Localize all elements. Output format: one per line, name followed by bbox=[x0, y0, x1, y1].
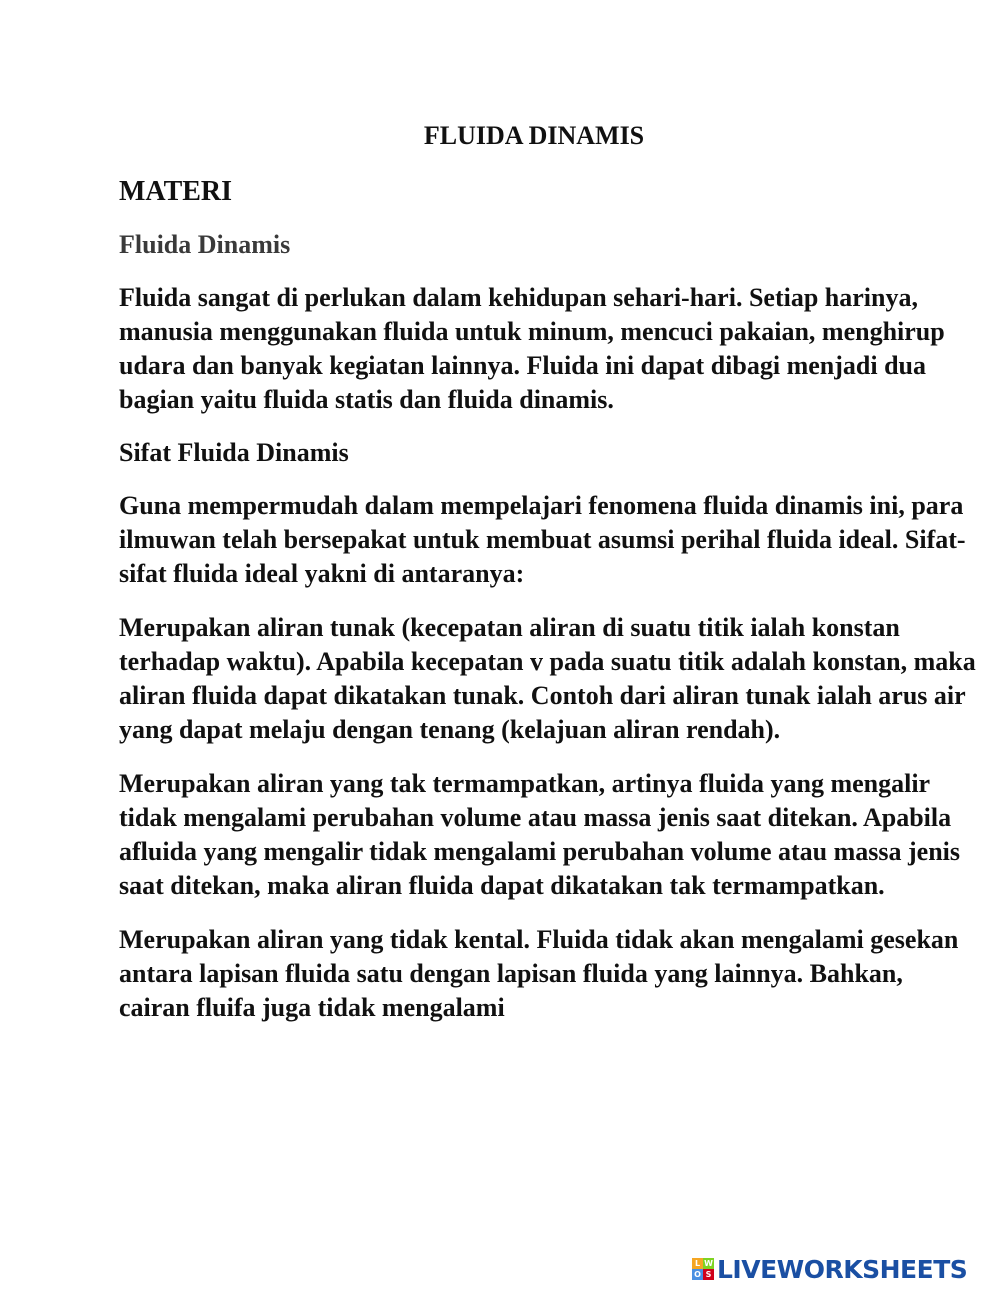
subheading-fluida-dinamis: Fluida Dinamis bbox=[119, 230, 291, 259]
section-heading-materi: MATERI bbox=[119, 176, 233, 207]
paragraph-asumsi: Guna mempermudah dalam mempelajari fenomena fluida dinamis ini, para ilmuwan telah bersepakat untuk membuat asumsi perihal fluida ideal. Sifat-sifat fluida ideal yakni di antaranya: bbox=[119, 491, 966, 588]
document-body bbox=[119, 175, 979, 1045]
liveworksheets-brand[interactable] bbox=[692, 1252, 967, 1286]
paragraph-tidak-kental: Merupakan aliran yang tidak kental. Fluida tidak akan mengalami gesekan antara lapisan fluida satu dengan lapisan fluida yang lainnya. Bahkan, cairan fluifa juga tidak mengalami bbox=[119, 925, 959, 1022]
paragraph-tak-termampatkan: Merupakan aliran yang tak termampatkan, artinya fluida yang mengalir tidak mengalami perubahan volume atau massa jenis saat ditekan. Apabila afluida yang mengalir tidak mengalami perubahan volume atau massa jenis saat ditekan, maka aliran fluida dapat dikatakan tak termampatkan. bbox=[119, 769, 961, 900]
brand-name: LIVEWORKSHEETS bbox=[717, 1254, 968, 1284]
liveworksheets-logo-icon bbox=[692, 1258, 714, 1280]
paragraph-intro: Fluida sangat di perlukan dalam kehidupan sehari-hari. Setiap harinya, manusia menggunakan fluida untuk minum, mencuci pakaian, menghirup udara dan banyak kegiatan lainnya. Fluida ini dapat dibagi menjadi dua bagian yaitu fluida statis dan fluida dinamis. bbox=[119, 283, 945, 414]
logo-tile: W bbox=[704, 1259, 713, 1268]
subheading-sifat-fluida: Sifat Fluida Dinamis bbox=[119, 438, 349, 467]
paragraph-aliran-tunak: Merupakan aliran tunak (kecepatan aliran di suatu titik ialah konstan terhadap waktu). Apabila kecepatan v pada suatu titik adalah konstan, maka aliran fluida dapat dikatakan tunak. Contoh dari aliran tunak ialah arus air yang dapat melaju dengan tenang (kelajuan aliran rendah). bbox=[119, 613, 976, 744]
page-title: FLUIDA DINAMIS bbox=[423, 121, 645, 150]
logo-tile: O bbox=[692, 1269, 703, 1280]
logo-tile: S bbox=[703, 1269, 714, 1280]
logo-tile: L bbox=[692, 1258, 703, 1269]
